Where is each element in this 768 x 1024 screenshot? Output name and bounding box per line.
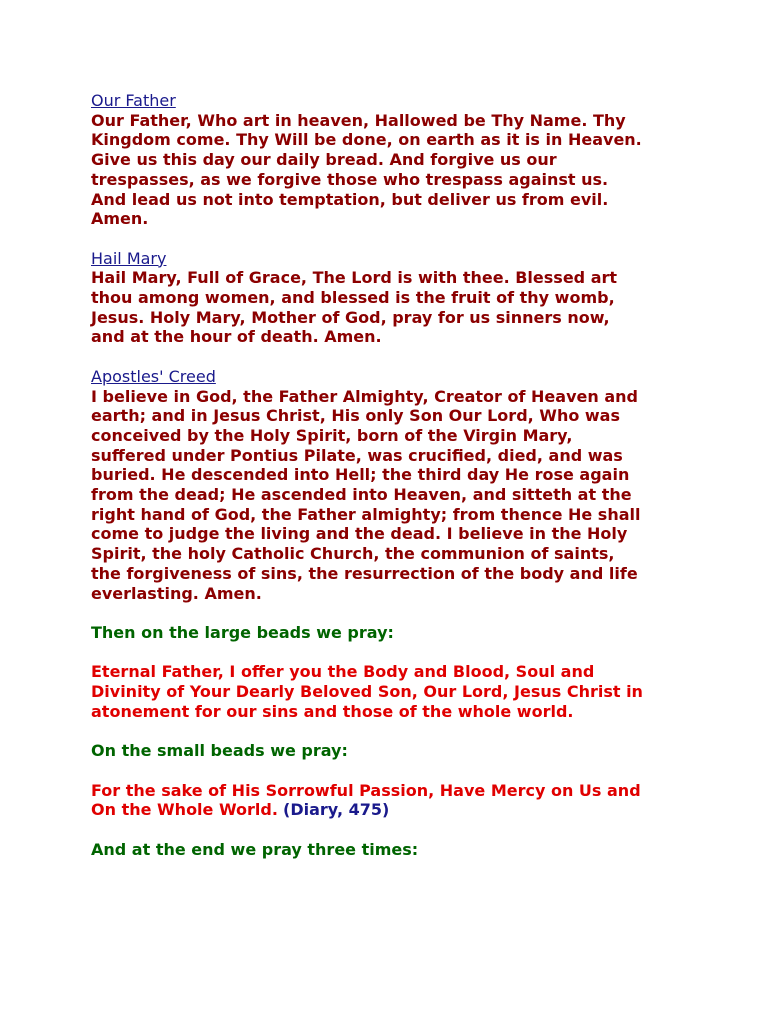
sorrowful-passion-block — [91, 781, 691, 820]
hail-mary-text: Hail Mary, Full of Grace, The Lord is with thee. Blessed art thou among women, and blessed is the fruit of thy womb, Jesus. Holy Mary, Mother of God, pray for us sinners now, and at the hour of death. Amen. — [91, 268, 618, 347]
apostles-creed-section — [91, 367, 691, 603]
our-father-text: Our Father, Who art in heaven, Hallowed be Thy Name. Thy Kingdom come. Thy Will be done, on earth as it is in Heaven. Give us this day our daily bread. And forgive us our trespasses, as we forgive those who trespass against us. And lead us not into temptation, but deliver us from evil. Amen. — [91, 110, 642, 229]
diary-citation: (Diary, 475) — [283, 800, 390, 820]
apostles-creed-text: I believe in God, the Father Almighty, Creator of Heaven and earth; and in Jesus Christ, His only Son Our Lord, Who was conceived by the Holy Spirit, born of the Virgin Mary, suffered under Pontius Pilate, was crucified, died, and was buried. He descended into Hell; the third day He rose again from the dead; He ascended into Heaven, and sitteth at the right hand of God, the Father almighty; from thence He shall come to judge the living and the dead. I believe in the Holy Spirit, the holy Catholic Church, the communion of saints, the forgiveness of sins, the resurrection of the body and life everlasting. Amen. — [91, 386, 641, 603]
sorrowful-passion-prayer: For the sake of His Sorrowful Passion, Have Mercy on Us and On the Whole World. — [91, 780, 641, 820]
end-section — [91, 840, 691, 860]
document-page — [91, 91, 691, 859]
eternal-father-prayer: Eternal Father, I offer you the Body and Blood, Soul and Divinity of Your Dearly Beloved Son, Our Lord, Jesus Christ in atonement for our sins and those of the whole world. — [91, 662, 643, 721]
hail-mary-section — [91, 249, 691, 348]
our-father-section — [91, 91, 691, 229]
large-beads-section — [91, 623, 691, 722]
hail-mary-heading: Hail Mary — [91, 248, 167, 268]
apostles-creed-heading: Apostles' Creed — [91, 366, 216, 386]
our-father-heading: Our Father — [91, 91, 176, 110]
spacer — [91, 347, 691, 367]
spacer — [91, 229, 691, 249]
small-beads-section — [91, 741, 691, 820]
end-instruction: And at the end we pray three times: — [91, 839, 419, 859]
large-beads-instruction: Then on the large beads we pray: — [91, 622, 394, 642]
small-beads-instruction: On the small beads we pray: — [91, 741, 348, 761]
